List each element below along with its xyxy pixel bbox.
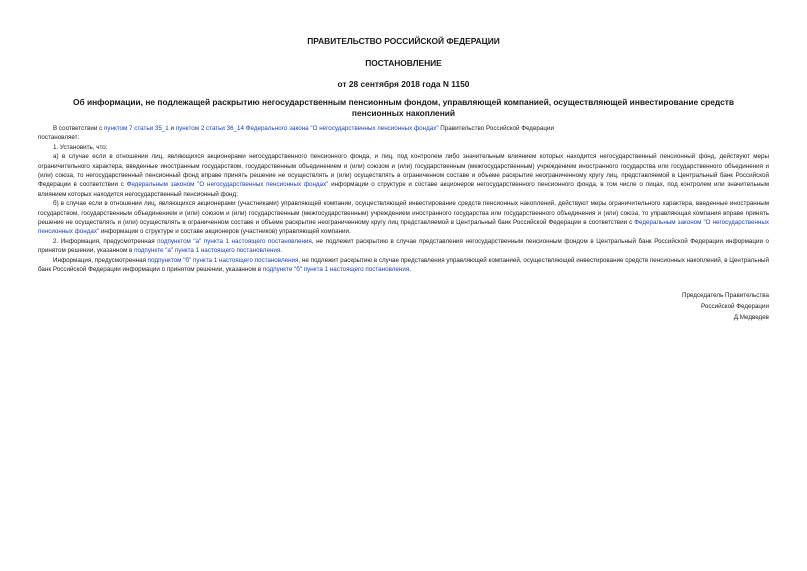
law-link-article-35-1[interactable]: пунктом 7 статьи 35_1 <box>103 125 169 132</box>
federal-law-link-b[interactable]: Федеральным законом "О негосударственных пенсионных фондах" <box>38 219 769 236</box>
signature-name: Д.Медведев <box>733 313 769 321</box>
paragraph-2: 2. Информация, предусмотренная подпунктом "а" пункта 1 настоящего постановления, не подлежит раскрытию в случае представления негосударственным пенсионным фондом в Центральный банк Российской Федерации информации о принятом решении, указанном в подпункте "а" пункта 1 настоящего постановления. <box>38 237 769 255</box>
subparagraph-a: а) в случае если в отношении лиц, являющихся акционерами негосударственного пенсионного фонда, и лиц, под контролем либо значительным влиянием которых находится негосударственный пенсионный фонд, действуют меры ограничительного характера, введенные иностранным государством, государственным объединением и (или) союзом и (или) государственным (межгосударственным) учреждением иностранного государства или государственного объединения и (или) союза, то негосударственный пенсионный фонд вправе принять решение не осуществлять и (или) осуществлять в ограниченном составе и объеме раскрытие неограниченному кругу лиц, представляемой в Центральный банк Российской Федерации в соответствии с Федеральным законом "О негосударственных пенсионных фондах" информации о структуре и составе акционеров негосударственного пенсионного фонда, в том числе о лицах, под контролем или значительным влиянием которых находится негосударственный пенсионный фонд; <box>38 153 769 198</box>
subparagraph-a-link[interactable]: подпунктом "а" пункта 1 настоящего постановления <box>157 237 312 245</box>
subparagraph-a-link-2[interactable]: подпункте "а" пункта 1 настоящего постановления <box>134 247 281 255</box>
preamble: В соответствии с пунктом 7 статьи 35_1 и пунктом 2 статьи 36_14 Федерального закона "О негосударственных пенсионных фондах" Правительство Российской Федерации <box>53 125 554 132</box>
signature-block <box>682 291 769 323</box>
subparagraph-b-link[interactable]: подпунктом "б" пункта 1 настоящего постановления <box>147 256 299 264</box>
paragraph-3: Информация, предусмотренная подпунктом "б" пункта 1 настоящего постановления, не подлежит раскрытию в случае представления управляющей компанией, осуществляющей инвестирование средств пенсионных накоплений, в Центральный банк Российской Федерации информации о принятом решении, указанном в подпункте "б" пункта 1 настоящего постановления. <box>38 256 770 274</box>
document-title: Об информации, не подлежащей раскрытию негосударственным пенсионным фондом, управляющей компанией, осуществляющей инвестирование средств пенсионных накоплений <box>72 97 735 118</box>
signature-country: Российской Федерации <box>701 302 769 310</box>
subparagraph-b: б) в случае если в отношении лиц, являющихся акционерами (участниками) управляющей компании, осуществляющей инвестирование средств пенсионных накоплений, действуют меры ограничительного характера, введенные иностранным государством, государственным объединением и (или) союзом и (или) государственным (межгосударственным) учреждением иностранного государства или государственного объединения и (или) союза, то управляющая компания вправе принять решение не осуществлять и (или) осуществлять в ограниченном составе и объеме раскрытие неограниченному кругу лиц представляемой в Центральный банк Российской Федерации в соответствии с Федеральным законом "О негосударственных пенсионных фондах" информации о структуре и составе акционеров (участников) управляющей компании. <box>38 200 769 236</box>
document-body <box>38 124 769 275</box>
date-number-heading: от 28 сентября 2018 года N 1150 <box>337 79 470 89</box>
subparagraph-b-link-2[interactable]: подпункте "б" пункта 1 настоящего постановления <box>262 266 410 274</box>
signature-position: Председатель Правительства <box>681 292 769 299</box>
document-type-heading: ПОСТАНОВЛЕНИЕ <box>365 58 442 68</box>
federal-law-link-a[interactable]: Федеральным законом "О негосударственных пенсионных фондах" <box>126 181 329 189</box>
paragraph-1: 1. Установить, что: <box>53 143 108 151</box>
issuer-heading: ПРАВИТЕЛЬСТВО РОССИЙСКОЙ ФЕДЕРАЦИИ <box>307 36 500 46</box>
decree-word: постановляет: <box>38 134 80 142</box>
law-link-article-36-14[interactable]: пунктом 2 статьи 36_14 Федерального закона "О негосударственных пенсионных фондах" <box>175 125 439 132</box>
